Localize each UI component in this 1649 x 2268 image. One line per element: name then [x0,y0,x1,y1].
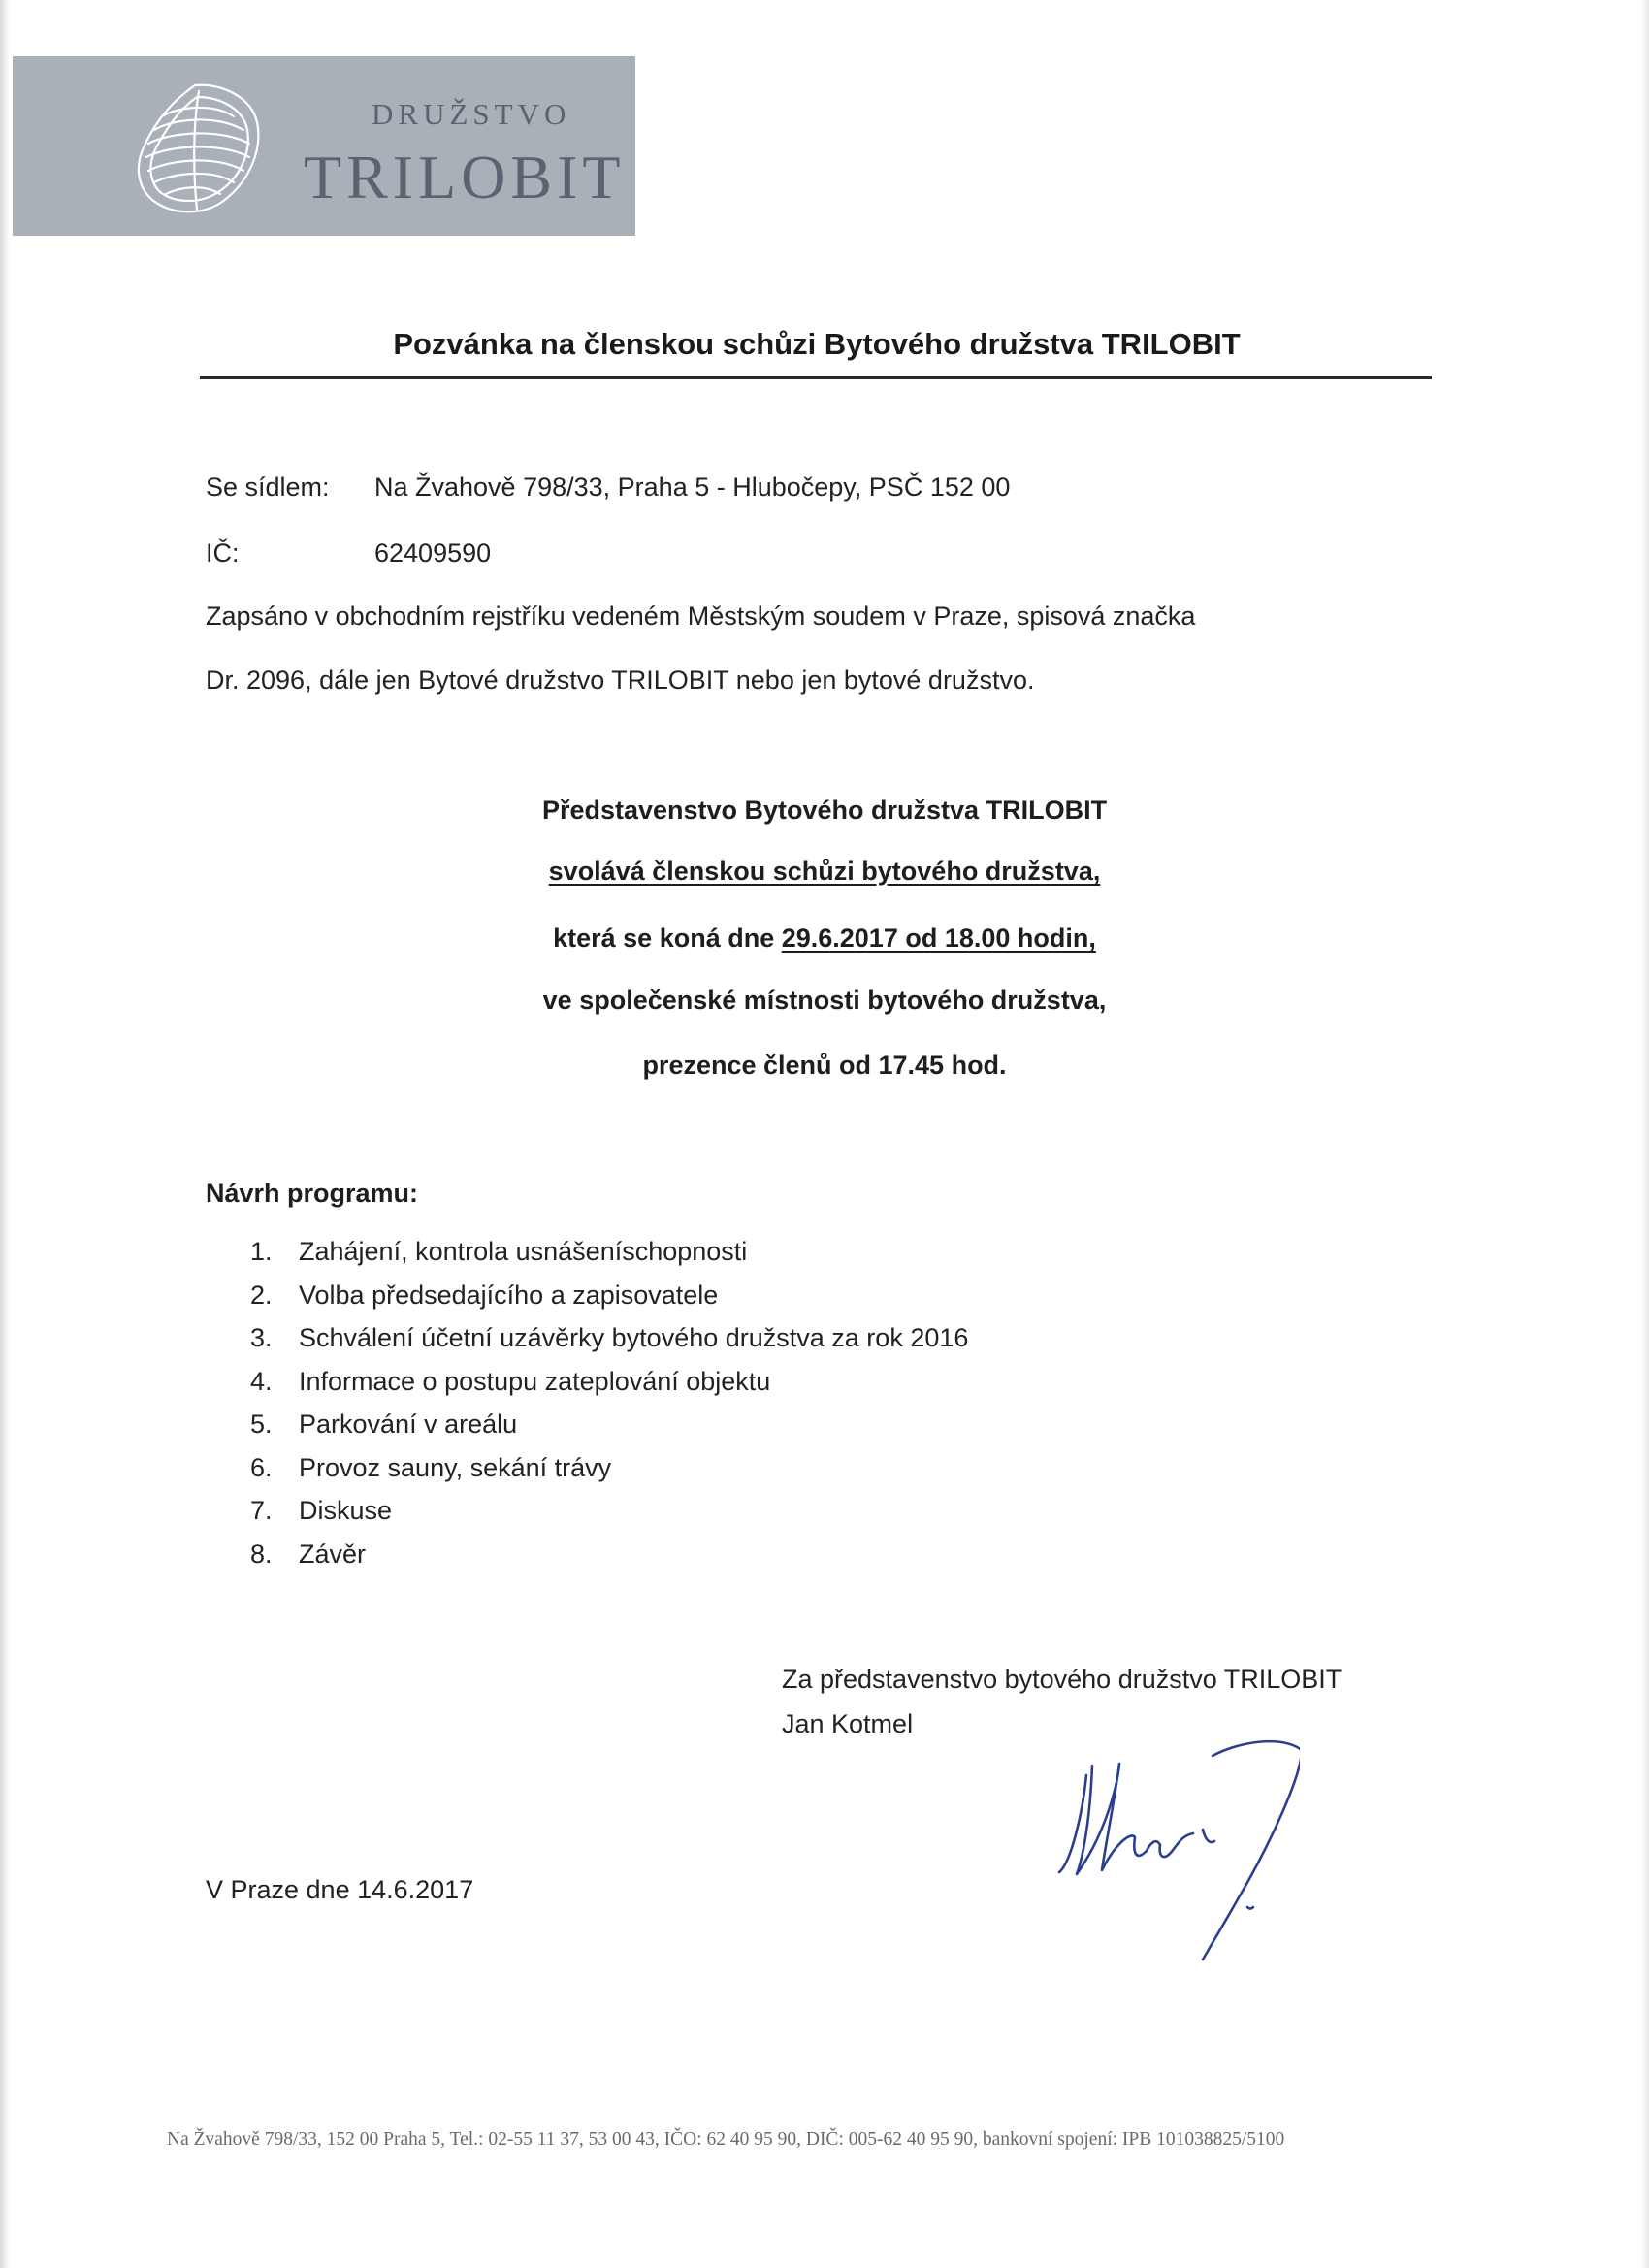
announcement-line-4: ve společenské místnosti bytového družstva, [542,986,1107,1015]
list-item [250,1539,968,1583]
item-text: Zahájení, kontrola usnášeníschopnosti [299,1237,748,1266]
scan-edge [1641,0,1649,2268]
list-item [250,1280,968,1324]
meeting-date: 29.6.2017 od 18.00 hodin, [781,923,1096,953]
footer-contact: Na Žvahově 798/33, 152 00 Praha 5, Tel.: 02-55 11 37, 53 00 43, IČO: 62 40 95 90, DIČ: 005-62 40 95 90, bankovní spojení: IPB 101038825/5100 [167,2129,1285,2150]
seat-label: Se sídlem: [206,472,330,502]
item-number: 8. [250,1539,273,1569]
registry-line-2: Dr. 2096, dále jen Bytové družstvo TRILOBIT nebo jen bytové družstvo. [206,665,1035,695]
item-text: Provoz sauny, sekání trávy [299,1452,612,1482]
program-list [250,1237,968,1582]
item-number: 7. [250,1496,273,1525]
item-number: 3. [250,1323,273,1352]
announcement-line-5: prezence členů od 17.45 hod. [642,1051,1007,1080]
ic-value: 62409590 [374,538,492,567]
item-number: 6. [250,1452,273,1482]
item-number: 2. [250,1280,273,1310]
list-item [250,1367,968,1410]
announcement-date-prefix: která se koná dne [553,923,782,953]
item-number: 1. [250,1237,273,1266]
document-title: Pozvánka na členskou schůzi Bytového družstva TRILOBIT [393,327,1241,361]
handwritten-signature [1048,1717,1300,1979]
program-heading: Návrh programu: [206,1179,419,1208]
item-text: Schválení účetní uzávěrky bytového družstva za rok 2016 [299,1323,969,1352]
announcement-line-2 [0,857,1649,887]
letterhead-logo [13,56,635,236]
item-text: Diskuse [299,1496,393,1525]
signature-on-behalf: Za představenstvo bytového družstvo TRILOBIT [782,1665,1342,1694]
list-item [250,1237,968,1280]
seat-value: Na Žvahově 798/33, Praha 5 - Hlubočepy, PSČ 152 00 [374,472,1011,502]
logo-org-small: DRUŽSTVO [372,97,571,131]
item-number: 4. [250,1366,273,1396]
item-number: 5. [250,1409,273,1439]
logo-org-big: TRILOBIT [304,143,626,211]
announcement-line-1: Představenstvo Bytového družstva TRILOBIT [541,795,1108,825]
announcement-line-3 [0,923,1649,954]
item-text: Volba předsedajícího a zapisovatele [299,1280,719,1310]
announcement-line-2-text: svolává členskou schůzi bytového družstva, [548,857,1101,886]
registry-line-1: Zapsáno v obchodním rejstříku vedeném Městským soudem v Praze, spisová značka [206,601,1196,631]
ic-label: IČ: [206,538,240,567]
trilobite-fossil-icon [127,78,269,219]
ic-row [206,538,491,568]
item-text: Parkování v areálu [299,1409,518,1439]
seat-row [206,472,1010,502]
list-item [250,1323,968,1367]
title-underline [200,376,1432,379]
scan-edge [0,0,10,2268]
list-item [250,1453,968,1497]
list-item [250,1496,968,1539]
item-text: Informace o postupu zateplování objektu [299,1366,771,1396]
place-date: V Praze dne 14.6.2017 [206,1875,474,1904]
item-text: Závěr [299,1539,367,1569]
signatory-name: Jan Kotmel [782,1709,914,1738]
list-item [250,1409,968,1453]
